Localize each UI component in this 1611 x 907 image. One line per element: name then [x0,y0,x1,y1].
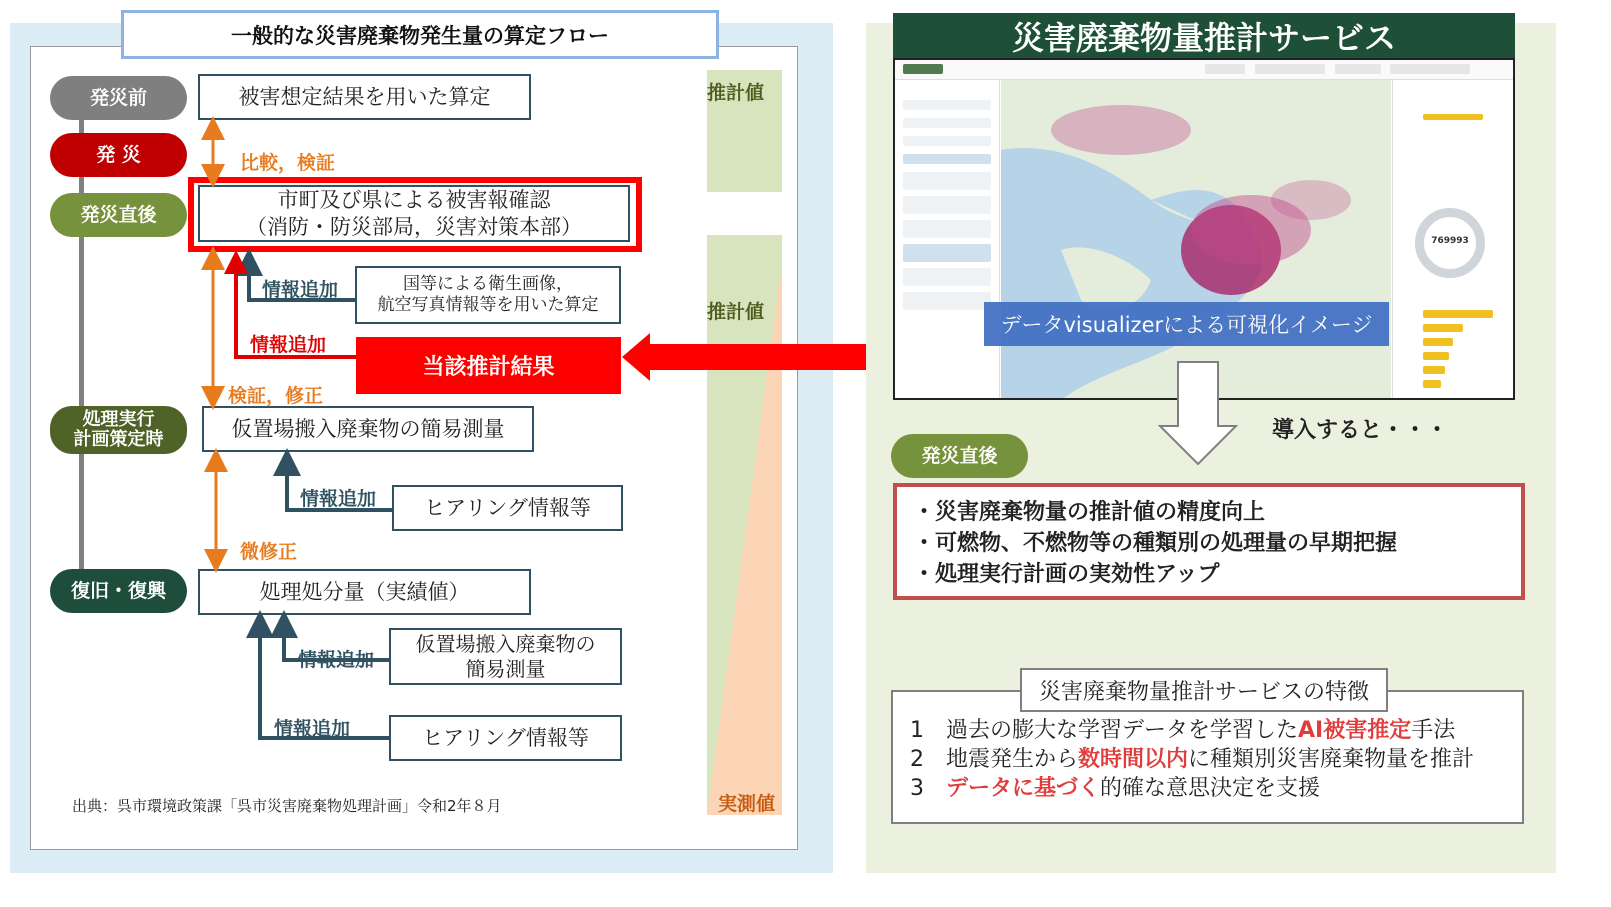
benefit-1: ・災害廃棄物量の推計値の精度向上 [913,500,1266,525]
feature-item-2: 2 地震発生から数時間以内に種類別災害廃棄物量を推計 [910,747,1475,772]
info-add-label-1: 情報追加 [262,279,339,301]
info-add-label-2: 情報追加 [300,488,377,510]
right-title-bar [893,13,1515,58]
screenshot-caption: データvisualizerによる可視化イメージ [984,302,1389,346]
feature-list [910,716,1515,803]
phase-recovery: 復旧・復興 [50,569,187,613]
phase-before: 発災前 [50,76,187,120]
measured-label: 実測値 [718,793,776,815]
info-add-label-4: 情報追加 [274,718,351,740]
info-add-red-label: 情報追加 [250,334,327,356]
feature-item-3: 3 データに基づく的確な意思決定を支援 [910,776,1321,801]
municipal-confirm-box: 市町及び県による被害報確認 （消防・防災部局，災害対策本部） [198,185,630,242]
right-phase-pill: 発災直後 [891,434,1028,478]
source-note: 出典：呉市環境政策課「呉市災害廃棄物処理計画」令和2年８月 [72,797,502,815]
screenshot-map [1001,80,1391,400]
benefits-box [893,483,1525,600]
features-title-box [1020,668,1388,712]
benefit-2: ・可燃物、不燃物等の種類別の処理量の早期把握 [913,531,1398,556]
temp-site-measure-box: 仮置場搬入廃棄物の簡易測量 [202,406,534,452]
estimate-label-1: 推計値 [707,82,765,104]
screenshot-charts [1392,80,1513,400]
info-add-label-3: 情報追加 [298,649,375,671]
disposal-amount-box: 処理処分量（実績値） [198,569,531,615]
right-title: 災害廃棄物量推計サービス [1011,18,1396,57]
screenshot-topbar [895,60,1513,80]
verify-correct-label: 検証，修正 [228,385,324,407]
minor-correct-label: 微修正 [240,541,298,563]
estimation-result-box: 当該推計結果 [356,337,621,394]
down-arrow [1158,360,1238,466]
hearing-box-2: ヒアリング情報等 [389,715,622,761]
big-red-arrow [622,333,893,381]
temp-site-measure-box-2: 仮置場搬入廃棄物の 簡易測量 [389,628,622,685]
introduce-text: 導入すると・・・ [1272,418,1449,443]
visualizer-screenshot [893,58,1515,400]
satellite-box: 国等による衛生画像， 航空写真情報等を用いた算定 [355,266,621,324]
phase-immediately: 発災直後 [50,193,187,237]
left-title: 一般的な災害廃棄物発生量の算定フロー [231,23,609,48]
features-title: 災害廃棄物量推計サービスの特徴 [1038,679,1369,705]
hearing-box-1: ヒアリング情報等 [392,485,623,531]
phase-planning: 処理実行 計画策定時 [50,406,187,454]
compare-verify-label: 比較，検証 [240,152,336,174]
estimate-label-2: 推計値 [707,301,765,323]
gauge-value: 769993 [1431,236,1469,246]
benefit-3: ・処理実行計画の実効性アップ [913,562,1220,587]
phase-disaster: 発 災 [50,133,187,177]
damage-assumption-box: 被害想定結果を用いた算定 [198,74,531,120]
feature-item-1: 1 過去の膨大な学習データを学習したAI被害推定手法 [910,718,1456,743]
screenshot-sidebar [895,80,1000,400]
